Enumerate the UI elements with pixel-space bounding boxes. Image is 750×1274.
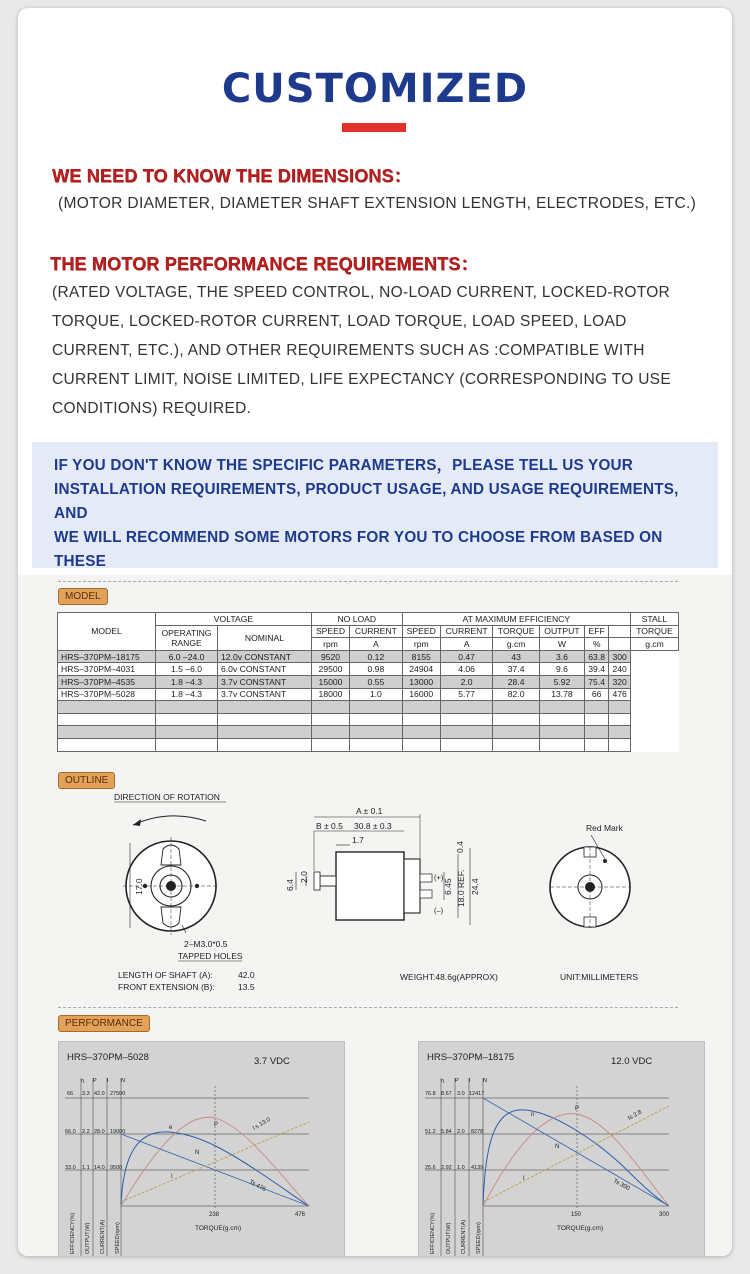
spec-cell: 6.0v CONSTANT	[218, 663, 312, 676]
rotation-label: DIRECTION OF ROTATION	[114, 792, 220, 802]
unit-rpm: rpm	[311, 638, 349, 651]
spec-cell: 15000	[311, 675, 349, 688]
spec-table	[57, 612, 679, 752]
spec-cell: 63.8	[585, 650, 609, 663]
curve-efficiency	[483, 1110, 669, 1206]
th-stall: STALL	[631, 613, 679, 626]
spec-cell: 6.0 –24.0	[156, 650, 218, 663]
dim-244: 24.4	[470, 878, 480, 895]
spec-cell	[350, 713, 403, 726]
spec-cell: 1.8 –4.3	[156, 688, 218, 701]
dim-20: 2.0	[299, 871, 309, 883]
x-axis-label: TORQUE(g.cm)	[557, 1225, 604, 1232]
notice-line: IF YOU DON'T KNOW THE SPECIFIC PARAMETERS，PLEASE TELL US YOUR	[54, 457, 634, 474]
spec-cell: 13000	[402, 675, 440, 688]
recommendation-notice	[32, 442, 718, 568]
spec-row	[58, 675, 679, 688]
spec-cell	[311, 738, 349, 751]
spec-cell	[58, 726, 156, 739]
unit-gcm: g.cm	[493, 638, 540, 651]
row-2-p: 1.1	[82, 1165, 90, 1171]
spec-cell	[585, 738, 609, 751]
performance-line: CONDITIONS) REQUIRED.	[52, 400, 252, 417]
shaft-value: 42.0	[238, 970, 255, 980]
spec-cell	[156, 713, 218, 726]
spec-cell	[585, 713, 609, 726]
legend-n: N	[483, 1078, 487, 1084]
th-current: CURRENT	[350, 625, 403, 638]
y-label-eff: EFFICIENCY(%)	[70, 1212, 76, 1254]
spec-cell	[402, 713, 440, 726]
spec-cell: 3.7v CONSTANT	[218, 688, 312, 701]
performance-line: TORQUE, LOCKED-ROTOR CURRENT, LOAD TORQUE, LOAD SPEED, LOAD	[52, 313, 627, 330]
spec-cell: 5.92	[539, 675, 584, 688]
spec-cell	[609, 701, 631, 714]
unit-pct: %	[585, 638, 609, 651]
spec-cell	[402, 701, 440, 714]
th-stall-torque: TORQUE	[631, 625, 679, 638]
performance-line: CURRENT, ETC.), AND OTHER REQUIREMENTS SUCH AS :COMPATIBLE WITH	[52, 342, 645, 359]
th-speed: SPEED	[402, 625, 440, 638]
spec-sheet	[18, 575, 732, 1256]
row-1-p: 2.2	[82, 1129, 90, 1135]
performance-heading: THE MOTOR PERFORMANCE REQUIREMENTS：	[50, 254, 479, 274]
spec-cell	[218, 726, 312, 739]
row-2-i: 14.0	[94, 1165, 105, 1171]
row-2-p: 2.92	[441, 1165, 452, 1171]
label-e: n	[531, 1112, 535, 1118]
dim-308: 30.8 ± 0.3	[354, 821, 392, 831]
dim-645: 6.45	[443, 878, 453, 895]
spec-cell: HRS–370PM–4535	[58, 675, 156, 688]
chart-model: HRS–370PM–5028	[67, 1052, 149, 1063]
spec-cell	[539, 726, 584, 739]
label-ts: Ts 300	[612, 1178, 631, 1193]
divider	[58, 1007, 678, 1008]
legend-eta: η	[81, 1078, 85, 1084]
performance-line: CURRENT LIMIT, NOISE LIMITED, LIFE EXPECTANCY (CORRESPONDING TO USE	[52, 371, 671, 388]
th-voltage: VOLTAGE	[156, 613, 312, 626]
unit-w: W	[539, 638, 584, 651]
spec-cell	[493, 726, 540, 739]
x-axis-label: TORQUE(g.cm)	[195, 1225, 242, 1232]
th-no-load: NO LOAD	[311, 613, 402, 626]
spec-cell	[218, 713, 312, 726]
row-1-i: 2.0	[457, 1129, 465, 1135]
chart-18175-svg	[419, 1042, 706, 1256]
spec-cell	[156, 726, 218, 739]
spec-cell: 28.4	[493, 675, 540, 688]
spec-cell	[58, 713, 156, 726]
row-0-eta: 76.8	[425, 1091, 436, 1097]
unit-a: A	[440, 638, 493, 651]
performance-tag: PERFORMANCE	[58, 1015, 150, 1032]
spec-cell: 1.0	[350, 688, 403, 701]
spec-cell	[585, 701, 609, 714]
spec-cell: 0.55	[350, 675, 403, 688]
spec-cell: 75.4	[585, 675, 609, 688]
label-i: I	[523, 1176, 525, 1182]
spec-row	[58, 688, 679, 701]
th-current: CURRENT	[440, 625, 493, 638]
row-0-p: 8.67	[441, 1091, 452, 1097]
spec-cell: 13.78	[539, 688, 584, 701]
row-1-p: 5.84	[441, 1129, 452, 1135]
spec-cell: 300	[609, 650, 631, 663]
spec-cell: 16000	[402, 688, 440, 701]
spec-cell: 66	[585, 688, 609, 701]
th-eff: EFF	[585, 625, 609, 638]
title-underline	[342, 123, 406, 132]
notice-line: INSTALLATION REQUIREMENTS, PRODUCT USAGE, AND USAGE REQUIREMENTS, AND	[54, 481, 679, 522]
th-spacer	[609, 625, 631, 638]
legend-n: N	[121, 1078, 125, 1084]
spec-cell: 2.0	[440, 675, 493, 688]
th-output: OUTPUT	[539, 625, 584, 638]
row-2-n: 4139	[471, 1165, 484, 1171]
spec-cell: 320	[609, 675, 631, 688]
row-0-i: 3.0	[457, 1091, 465, 1097]
spec-cell	[440, 713, 493, 726]
spec-cell: 12.0v CONSTANT	[218, 650, 312, 663]
row-0-n: 12417	[469, 1091, 485, 1097]
spec-cell	[539, 713, 584, 726]
spec-cell: 0.98	[350, 663, 403, 676]
notice-line: WE WILL RECOMMEND SOME MOTORS FOR YOU TO CHOOSE FROM BASED ON THESE	[54, 529, 663, 570]
x-tick-max: 476	[295, 1212, 306, 1218]
performance-chart-18175	[418, 1041, 705, 1256]
y-label-speed: SPEED(rpm)	[476, 1222, 482, 1254]
spec-cell: 240	[609, 663, 631, 676]
weight-label: WEIGHT:48.6g(APPROX)	[400, 972, 498, 982]
spec-cell	[402, 726, 440, 739]
spec-cell	[156, 738, 218, 751]
performance-text	[52, 278, 712, 423]
row-1-eta: 66.0	[65, 1129, 76, 1135]
th-operating-range: OPERATING RANGE	[156, 625, 218, 650]
chart-voltage: 3.7 VDC	[254, 1056, 290, 1067]
spec-cell	[539, 701, 584, 714]
x-tick-mid: 238	[209, 1212, 220, 1218]
spec-cell: 43	[493, 650, 540, 663]
spec-cell: 8155	[402, 650, 440, 663]
label-p: P	[575, 1106, 580, 1112]
spec-cell: 4.06	[440, 663, 493, 676]
spec-row-empty	[58, 726, 679, 739]
chart-voltage: 12.0 VDC	[611, 1056, 653, 1067]
spec-cell: 0.12	[350, 650, 403, 663]
holes-label-2: TAPPED HOLES	[178, 951, 243, 961]
y-label-speed: SPEED(rpm)	[115, 1222, 121, 1254]
dim-17mm: 1.7	[352, 835, 364, 845]
chart-5028-svg	[59, 1042, 346, 1256]
spec-cell	[440, 701, 493, 714]
row-2-n: 9500	[110, 1165, 123, 1171]
spec-cell: 5.77	[440, 688, 493, 701]
row-1-n: 19000	[110, 1129, 126, 1135]
row-1-i: 28.0	[94, 1129, 105, 1135]
spec-cell	[58, 701, 156, 714]
spec-cell	[218, 738, 312, 751]
spec-cell: HRS–370PM–5028	[58, 688, 156, 701]
product-card	[18, 8, 732, 1256]
row-2-i: 1.0	[457, 1165, 465, 1171]
row-0-eta: 66	[67, 1091, 74, 1097]
row-0-n: 27500	[110, 1091, 126, 1097]
label-e: e	[169, 1125, 173, 1131]
th-model: MODEL	[58, 613, 156, 651]
dim-b: B ± 0.5	[316, 821, 343, 831]
y-label-eff: EFFICIENCY(%)	[430, 1212, 436, 1254]
performance-chart-5028	[58, 1041, 345, 1256]
dim-64: 6.4	[285, 879, 295, 891]
th-nominal: NOMINAL	[218, 625, 312, 650]
ext-value: 13.5	[238, 982, 255, 992]
th-torque: TORQUE	[493, 625, 540, 638]
row-0-p: 3.3	[82, 1091, 90, 1097]
plus-terminal: (+)	[434, 873, 444, 882]
spec-cell	[218, 701, 312, 714]
y-label-output: OUTPUT(W)	[446, 1222, 452, 1254]
red-mark-label: Red Mark	[586, 823, 623, 833]
spec-row-empty	[58, 701, 679, 714]
motor-rear-view	[550, 835, 630, 927]
legend-p: P	[455, 1078, 459, 1084]
spec-cell	[58, 738, 156, 751]
x-tick-max: 300	[659, 1212, 670, 1218]
unit-rpm: rpm	[402, 638, 440, 651]
page-title: CUSTOMIZED	[221, 66, 529, 112]
legend-eta: η	[441, 1078, 445, 1084]
spec-cell	[440, 726, 493, 739]
legend-p: P	[93, 1078, 97, 1084]
performance-line: (RATED VOLTAGE, THE SPEED CONTROL, NO-LOAD CURRENT, LOCKED-ROTOR	[52, 284, 671, 301]
spec-cell: 0.47	[440, 650, 493, 663]
outline-drawing	[88, 787, 688, 999]
unit-a: A	[350, 638, 403, 651]
spec-cell	[493, 701, 540, 714]
spec-row	[58, 650, 679, 663]
rotation-arrow	[133, 816, 206, 825]
spec-cell	[440, 738, 493, 751]
y-label-current: CURRENT(A)	[100, 1219, 106, 1254]
unit-spacer	[609, 638, 631, 651]
spec-cell	[609, 738, 631, 751]
row-2-eta: 25.6	[425, 1165, 436, 1171]
divider	[58, 581, 678, 582]
label-n: N	[555, 1144, 560, 1150]
spec-cell: 9.6	[539, 663, 584, 676]
shaft-label: LENGTH OF SHAFT (A):	[118, 970, 213, 980]
legend-i: I	[469, 1078, 471, 1084]
spec-cell: 3.7v CONSTANT	[218, 675, 312, 688]
ext-label: FRONT EXTENSION (B):	[118, 982, 215, 992]
spec-cell: 37.4	[493, 663, 540, 676]
spec-cell	[539, 738, 584, 751]
spec-cell: HRS–370PM–4031	[58, 663, 156, 676]
y-label-output: OUTPUT(W)	[85, 1222, 91, 1254]
row-2-eta: 33.0	[65, 1165, 76, 1171]
spec-cell	[585, 726, 609, 739]
spec-cell	[350, 726, 403, 739]
spec-cell: 18000	[311, 688, 349, 701]
spec-cell	[350, 701, 403, 714]
spec-cell: 82.0	[493, 688, 540, 701]
row-0-i: 42.0	[94, 1091, 105, 1097]
dimensions-text: (MOTOR DIAMETER, DIAMETER SHAFT EXTENSION LENGTH, ELECTRODES, ETC.)	[58, 195, 697, 212]
label-i: I	[171, 1174, 173, 1180]
spec-row	[58, 663, 679, 676]
x-tick-mid: 150	[571, 1212, 582, 1218]
dim-04: 0.4	[455, 841, 465, 853]
unit-label: UNIT:MILLIMETERS	[560, 972, 638, 982]
spec-cell	[311, 726, 349, 739]
spec-cell	[350, 738, 403, 751]
spec-cell: 3.6	[539, 650, 584, 663]
y-label-current: CURRENT(A)	[461, 1219, 467, 1254]
spec-cell	[156, 701, 218, 714]
spec-table-body	[58, 650, 679, 751]
spec-cell	[493, 738, 540, 751]
dim-18ref: 18.0 REF.	[456, 869, 466, 907]
curve-output	[483, 1114, 669, 1206]
label-n: N	[195, 1150, 200, 1156]
row-1-eta: 51.2	[425, 1129, 436, 1135]
spec-cell: HRS–370PM–18175	[58, 650, 156, 663]
spec-cell: 1.8 –4.3	[156, 675, 218, 688]
red-mark-dot	[603, 859, 607, 863]
dimensions-heading: WE NEED TO KNOW THE DIMENSIONS：	[52, 166, 412, 186]
spec-cell: 39.4	[585, 663, 609, 676]
curve-current	[483, 1106, 669, 1202]
spec-cell: 29500	[311, 663, 349, 676]
minus-terminal: (–)	[434, 906, 444, 915]
spec-cell	[493, 713, 540, 726]
legend-i: I	[107, 1078, 109, 1084]
dim-17: 17.0	[134, 878, 144, 895]
spec-cell	[402, 738, 440, 751]
unit-gcm: g.cm	[631, 638, 679, 651]
label-is: I s 13.0	[252, 1116, 272, 1132]
label-ts: Ts 476	[248, 1179, 267, 1194]
outline-tag: OUTLINE	[58, 772, 115, 789]
spec-cell: 476	[609, 688, 631, 701]
th-speed: SPEED	[311, 625, 349, 638]
th-max-eff: AT MAXIMUM EFFICIENCY	[402, 613, 630, 626]
spec-cell: 1.5 –6.0	[156, 663, 218, 676]
spec-cell: 24904	[402, 663, 440, 676]
spec-cell	[311, 701, 349, 714]
model-tag: MODEL	[58, 588, 108, 605]
spec-cell	[609, 726, 631, 739]
chart-model: HRS–370PM–18175	[427, 1052, 515, 1063]
spec-row-empty	[58, 713, 679, 726]
spec-cell	[311, 713, 349, 726]
dim-a: A ± 0.1	[356, 806, 383, 816]
label-p: P	[214, 1122, 219, 1128]
spec-cell: 9520	[311, 650, 349, 663]
label-is: Is 2.8	[627, 1109, 643, 1122]
row-1-n: 8278	[471, 1129, 484, 1135]
spec-cell	[609, 713, 631, 726]
spec-row-empty	[58, 738, 679, 751]
holes-label: 2–M3.0*0.5	[184, 939, 228, 949]
